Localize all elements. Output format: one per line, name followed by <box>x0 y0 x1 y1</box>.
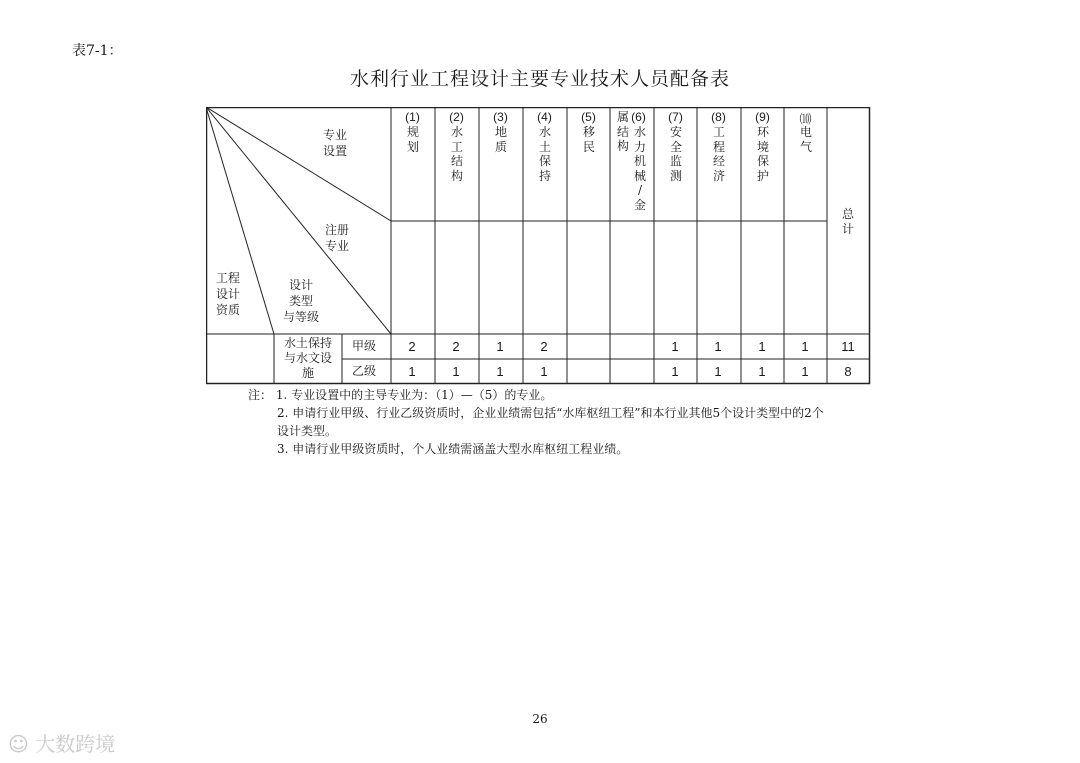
column-label-char: 规 <box>406 125 419 139</box>
table-cell: 2 <box>540 339 548 354</box>
column-label-char: 保 <box>756 154 769 168</box>
table-cell: 1 <box>714 339 722 354</box>
header-text: 设计 <box>215 287 240 301</box>
header-text: 设置 <box>322 144 347 158</box>
page-number: 26 <box>532 712 548 726</box>
total-cell: 11 <box>841 339 855 354</box>
total-cell: 8 <box>844 364 852 379</box>
header-text: 与等级 <box>282 310 319 324</box>
table-label: 表7-1： <box>72 43 123 59</box>
column-number: (7) <box>668 110 683 124</box>
column-label-char: 安 <box>669 125 682 139</box>
grade-label: 甲级 <box>352 339 377 353</box>
column-label-char: 气 <box>799 139 812 154</box>
column-number: (2) <box>449 110 464 124</box>
note-line: 设计类型。 <box>277 424 338 438</box>
column-label <box>450 125 464 183</box>
staffing-table <box>206 107 871 385</box>
column-label-char: 经 <box>712 154 725 168</box>
column-label-char: 划 <box>406 139 419 154</box>
table-cell: 1 <box>671 364 679 379</box>
column-number: (6) <box>631 110 646 124</box>
watermark <box>8 728 115 757</box>
column-label <box>712 125 726 183</box>
column-label-char: 测 <box>669 168 682 183</box>
column-label-char: 护 <box>756 168 769 183</box>
note-line: 2. 申请行业甲级、行业乙级资质时，企业业绩需包括“水库枢纽工程”和本行业其他5个设计类型中的2个 <box>277 406 824 420</box>
grade-label: 乙级 <box>352 364 377 378</box>
column-label-char: 监 <box>669 154 682 168</box>
total-char: 计 <box>841 221 854 236</box>
table-cell: 1 <box>714 364 722 379</box>
column-label <box>669 125 683 183</box>
table-cell: 1 <box>540 364 548 379</box>
table-cell: 1 <box>671 339 679 354</box>
table-cell: 2 <box>408 339 416 354</box>
header-zhuce-zhuanye <box>322 222 352 254</box>
header-text: 注册 <box>324 223 349 237</box>
column-label-char: 属 <box>616 110 629 124</box>
column-label-char: 保 <box>538 154 551 168</box>
note-line: 注： 1. 专业设置中的主导专业为：（1）—（5）的专业。 <box>248 388 553 402</box>
table-cell: 1 <box>496 339 504 354</box>
column-number: (3) <box>493 110 508 124</box>
column-label-char: 构 <box>616 139 629 153</box>
column-label-char: 工 <box>450 139 463 154</box>
column-label-char: 土 <box>538 139 551 154</box>
column-label <box>633 125 647 212</box>
table-cell: 1 <box>452 364 460 379</box>
column-number: (1) <box>405 110 420 124</box>
column-label-char: 构 <box>450 168 463 183</box>
column-label <box>494 125 508 154</box>
table-cell: 1 <box>496 364 504 379</box>
header-text: 工程 <box>215 271 240 285</box>
header-text: 类型 <box>288 294 313 308</box>
table-cell: 2 <box>452 339 460 354</box>
column-label <box>406 125 420 154</box>
column-label-side <box>616 110 630 154</box>
header-gongcheng-sheji-zizhi <box>213 270 243 318</box>
total-char: 总 <box>841 207 854 221</box>
column-label-char: 地 <box>494 125 507 139</box>
column-label-char: 移 <box>582 125 595 139</box>
column-label <box>756 125 770 183</box>
watermark-logo-icon: ☺︎ <box>8 732 36 756</box>
column-label-char: 金 <box>633 197 646 212</box>
column-number: (4) <box>537 110 552 124</box>
column-number: ⑽ <box>799 112 812 126</box>
column-label-char: 电 <box>799 125 812 139</box>
row-group-text: 与水文设 <box>283 351 332 365</box>
watermark-text: 大数跨境 <box>35 732 116 756</box>
note-line: 3. 申请行业甲级资质时，个人业绩需涵盖大型水库枢纽工程业绩。 <box>277 442 629 456</box>
column-label <box>582 125 596 154</box>
row-group-label <box>276 336 340 381</box>
column-label-char: 全 <box>669 139 682 154</box>
column-label-char: 结 <box>616 124 629 139</box>
column-label-char: 境 <box>756 139 769 154</box>
column-label-char: 机 <box>633 154 646 168</box>
header-text: 设计 <box>288 278 313 292</box>
header-text: 专业 <box>322 128 347 142</box>
row-group-text: 施 <box>301 366 314 380</box>
table-cell: 1 <box>758 339 766 354</box>
column-label-char: 械 <box>633 168 646 183</box>
column-label-char: 民 <box>582 139 595 154</box>
column-label-char: 环 <box>756 125 769 139</box>
header-text: 专业 <box>324 239 349 253</box>
column-label-char: 水 <box>633 125 646 139</box>
column-number: (8) <box>711 110 726 124</box>
column-label-char: 工 <box>712 125 725 139</box>
column-label-char: 持 <box>538 168 551 183</box>
column-label <box>799 125 813 154</box>
notes <box>248 386 824 458</box>
column-label-char: 程 <box>712 139 725 154</box>
header-sheji-leixing <box>280 277 322 325</box>
column-label-char: 济 <box>712 168 725 183</box>
column-label-char: 水 <box>450 125 463 139</box>
column-label-char: / <box>637 183 643 197</box>
column-label <box>538 125 552 183</box>
header-zhuanye-shezhi <box>320 127 350 159</box>
column-number: (9) <box>755 110 770 124</box>
column-label-char: 结 <box>450 154 463 168</box>
column-label-char: 力 <box>633 139 646 154</box>
column-label-char: 水 <box>538 125 551 139</box>
header-text: 资质 <box>215 303 240 317</box>
table-cell: 1 <box>801 364 809 379</box>
page-title: 水利行业工程设计主要专业技术人员配备表 <box>349 68 730 90</box>
table-cell: 1 <box>801 339 809 354</box>
row-group-text: 水土保持 <box>283 336 332 350</box>
table-cell: 1 <box>408 364 416 379</box>
table-cell: 1 <box>758 364 766 379</box>
column-label-char: 质 <box>494 139 507 154</box>
column-number: (5) <box>581 110 596 124</box>
total-header <box>841 207 855 236</box>
